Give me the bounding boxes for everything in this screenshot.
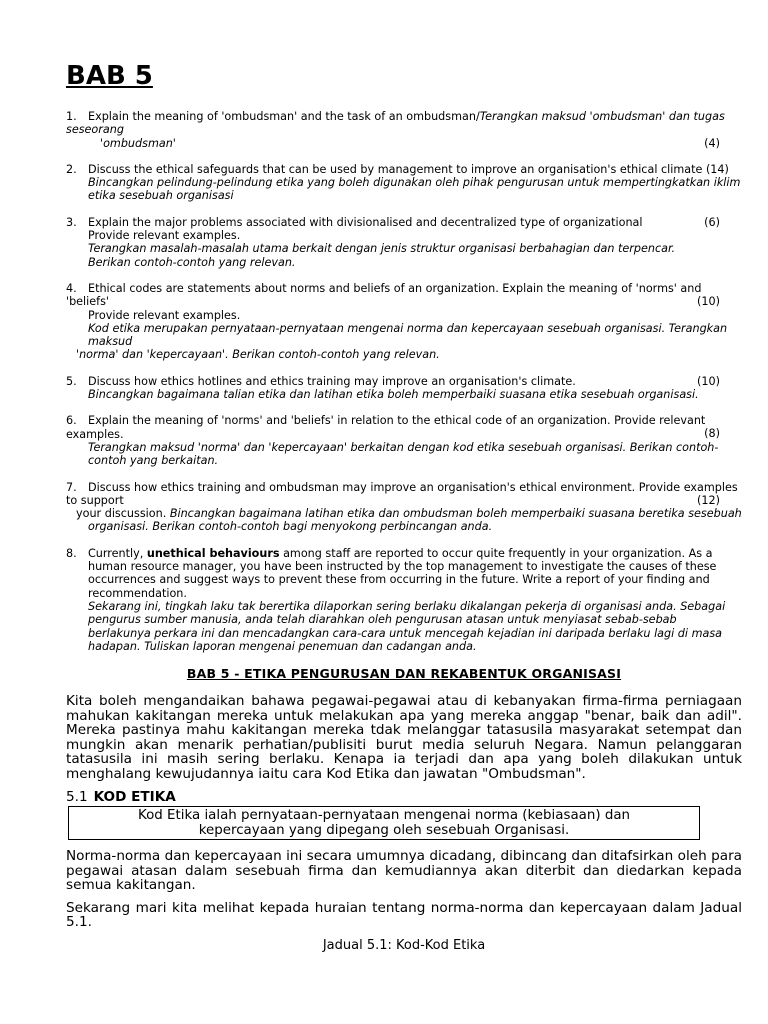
question-malay: Bincangkan bagaimana latihan etika dan ombudsman boleh memperbaiki suasana beretika sesebuah	[169, 507, 742, 521]
question-body	[88, 547, 742, 653]
question-number: 6.	[66, 414, 77, 428]
question-number: 7.	[66, 480, 77, 494]
question-malay: Kod etika merupakan pernyataan-pernyataan mengenai norma dan kepercayaan sesebuah organisasi. Terangkan maksud	[88, 321, 728, 349]
question-malay: Bincangkan pelindung-pelindung etika yang boleh digunakan oleh pihak pengurusan untuk mempertingkatkan iklim etika sesebuah organisasi	[88, 176, 741, 203]
question-number: 2.	[66, 162, 77, 176]
question-number: 1.	[66, 110, 77, 123]
question-4	[66, 282, 742, 362]
document-page	[66, 56, 742, 953]
question-english: Discuss how ethics training and ombudsman may improve an organisation's ethical environment. Provide examples to support	[66, 480, 738, 507]
question-2	[66, 163, 742, 203]
question-english-cont: Provide relevant examples.	[88, 308, 241, 322]
question-english: Currently,	[88, 546, 147, 560]
question-malay-cont: 'norma' dan 'kepercayaan'. Berikan contoh-contoh yang relevan.	[76, 348, 440, 362]
question-marks: (4)	[704, 136, 720, 150]
question-1	[66, 110, 742, 150]
question-malay-cont: organisasi. Berikan contoh-contoh bagi menyokong perbincangan anda.	[88, 520, 493, 534]
question-english: Discuss the ethical safeguards that can be used by management to improve an organisation's ethical climate	[88, 162, 703, 176]
question-marks: (10)	[697, 294, 720, 308]
question-english-cont: Provide relevant examples.	[88, 229, 241, 243]
question-marks: (8)	[704, 427, 720, 441]
question-6	[66, 414, 742, 467]
question-7	[66, 481, 742, 534]
definition-line: Kod Etika ialah pernyataan-pernyataan mengenai norma (kebiasaan) dan	[137, 808, 631, 824]
question-english: Explain the meaning of 'ombudsman' and the task of an ombudsman/	[88, 110, 480, 123]
subsection-heading	[66, 789, 742, 805]
question-3	[66, 216, 742, 269]
question-english: Explain the meaning of 'norms' and 'beliefs' in relation to the ethical code of an organization. Provide relevant examples.	[66, 414, 706, 441]
definition-box	[68, 806, 700, 840]
question-malay: Sekarang ini, tingkah laku tak berertika dilaporkan sering berlaku dikalangan pekerja di organisasi anda. Sebagai pengurus sumber manusia, anda telah diarahkan oleh pengurusan atasan untuk menyiasat sebab-sebab berlakunya perkara ini dan mencadangkan cara-cara untuk mencegah kejadian ini daripada berlaku lagi di masa hadapan. Tuliskan laporan mengenai penemuan dan cadangan anda.	[88, 599, 726, 653]
question-number: 5.	[66, 374, 77, 388]
question-number: 8.	[66, 546, 77, 560]
question-list	[66, 110, 742, 653]
subsection-title: KOD ETIKA	[93, 789, 176, 806]
question-malay-cont: Berikan contoh-contoh yang relevan.	[88, 255, 296, 269]
question-malay: Terangkan masalah-masalah utama berkait dengan jenis struktur organisasi berbahagian dan terpencar.	[88, 242, 676, 256]
question-english: Ethical codes are statements about norms and beliefs of an organization. Explain the meaning of 'norms' and 'beliefs'	[66, 281, 702, 309]
question-malay: Bincangkan bagaimana talian etika dan latihan etika boleh memperbaiki suasana etika sesebuah organisasi.	[88, 388, 699, 402]
question-number: 3.	[66, 215, 77, 229]
question-marks: (14)	[705, 162, 729, 176]
question-8	[66, 547, 742, 653]
question-english-cont: your discussion.	[76, 507, 167, 521]
question-marks: (6)	[704, 215, 720, 229]
table-caption: Jadual 5.1: Kod-Kod Etika	[322, 937, 486, 953]
question-number: 4.	[66, 281, 77, 295]
question-malay: Terangkan maksud 'ombudsman' dan tugas seseorang	[66, 110, 725, 137]
question-marks: (10)	[697, 374, 720, 388]
question-marks: (12)	[697, 493, 720, 507]
subsection-number: 5.1	[66, 789, 88, 806]
intro-paragraph: Kita boleh mengandaikan bahawa pegawai-pegawai atau di kebanyakan firma-firma perniagaan mahukan kakitangan mereka untuk melakukan apa yang mereka anggap "benar, baik dan adil". Mereka pastinya mahu kakitangan mereka tdak melanggar tatasusila masyarakat setempat dan mungkin akan menarik perhatian/publisiti burut media seluruh Negara. Namun pelanggaran tatasusila ini masih sering berlaku. Kenapa ia terjadi dan apa yang boleh dilakukan untuk menghalang kewujudannya iaitu cara Kod Etika dan jawatan "Ombudsman".	[66, 693, 742, 782]
paragraph-table-intro: Sekarang mari kita melihat kepada huraian tentang norma-norma dan kepercayaan dalam Jadual 5.1.	[66, 899, 742, 931]
question-5	[66, 375, 742, 402]
question-malay: Terangkan maksud 'norma' dan 'kepercayaan' berkaitan dengan kod etika sesebuah organisasi. Berikan contoh-contoh yang berkaitan.	[88, 440, 719, 468]
question-malay-cont: 'ombudsman'	[100, 136, 176, 150]
section-title: BAB 5 - ETIKA PENGURUSAN DAN REKABENTUK ORGANISASI	[186, 666, 622, 682]
definition-line: kepercayaan yang dipegang oleh sesebuah Organisasi.	[198, 823, 570, 839]
question-english-rest: among staff are reported to occur quite frequently in your organization. As a human resource manager, you have been instructed by the top management to investigate the causes of these occurrences and suggest ways to prevent these from occurring in the future. Write a report of your finding and recommendation.	[88, 546, 717, 600]
question-english-bold: unethical behaviours	[146, 546, 280, 560]
paragraph-norms: Norma-norma dan kepercayaan ini secara umumnya dicadang, dibincang dan ditafsirkan oleh para pegawai atasan dalam sesebuah firma dan kemudiannya akan diterbit dan diedarkan kepada semua kakitangan.	[66, 848, 742, 894]
question-english: Explain the major problems associated with divisionalised and decentralized type of organizational	[88, 215, 643, 229]
question-english: Discuss how ethics hotlines and ethics training may improve an organisation's climate.	[88, 374, 576, 388]
page-title: BAB 5	[66, 61, 153, 91]
